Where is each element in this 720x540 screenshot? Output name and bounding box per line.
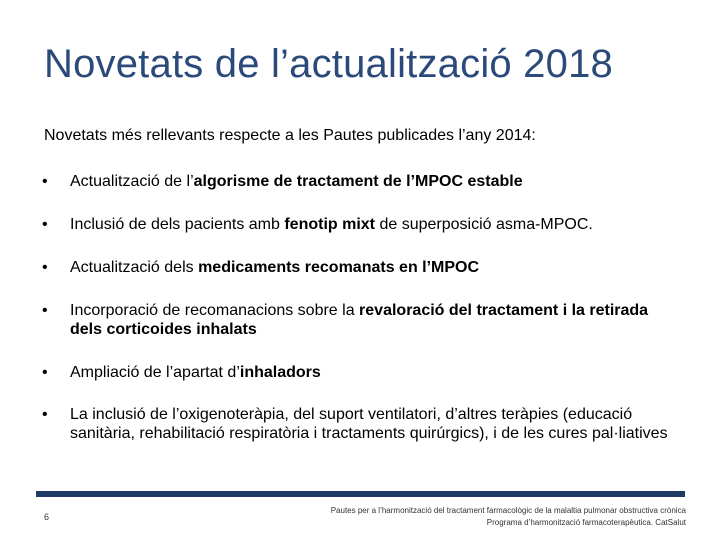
- intro-text: Novetats més rellevants respecte a les Pautes publicades l’any 2014:: [44, 127, 536, 144]
- bullet-dot: •: [42, 364, 48, 381]
- page-number: 6: [44, 512, 50, 522]
- bullet-dot: •: [42, 173, 48, 190]
- footer-line-1: Pautes per a l’harmonització del tractament farmacològic de la malaltia pulmonar obstructiva crònica: [330, 506, 686, 515]
- footer-divider: [36, 491, 685, 497]
- bullet-text: Inclusió de dels pacients amb fenotip mixt de superposició asma-MPOC.: [70, 216, 593, 233]
- bullet-text: Actualització dels medicaments recomanats en l’MPOC: [70, 259, 480, 276]
- bullet-dot: •: [42, 406, 48, 423]
- bullet-text: Incorporació de recomanacions sobre la revaloració del tractament i la retirada dels corticoides inhalats: [70, 302, 649, 338]
- bullet-dot: •: [42, 259, 48, 276]
- slide-title: Novetats de l’actualització 2018: [44, 42, 613, 86]
- bullet-text: Ampliació de l’apartat d’inhaladors: [70, 364, 321, 381]
- bullet-dot: •: [42, 216, 48, 233]
- bullet-dot: •: [42, 302, 48, 319]
- bullet-text: Actualització de l’algorisme de tractament de l’MPOC estable: [70, 173, 523, 190]
- footer-text: [266, 505, 686, 529]
- footer-line-2: Programa d’harmonització farmacoterapèutica. CatSalut: [486, 518, 686, 527]
- bullet-text: La inclusió de l’oxigenoteràpia, del suport ventilatori, d’altres teràpies (educació sanitària, rehabilitació respiratòria i tractaments quirúrgics), i de les cures pal·liatives: [70, 406, 668, 442]
